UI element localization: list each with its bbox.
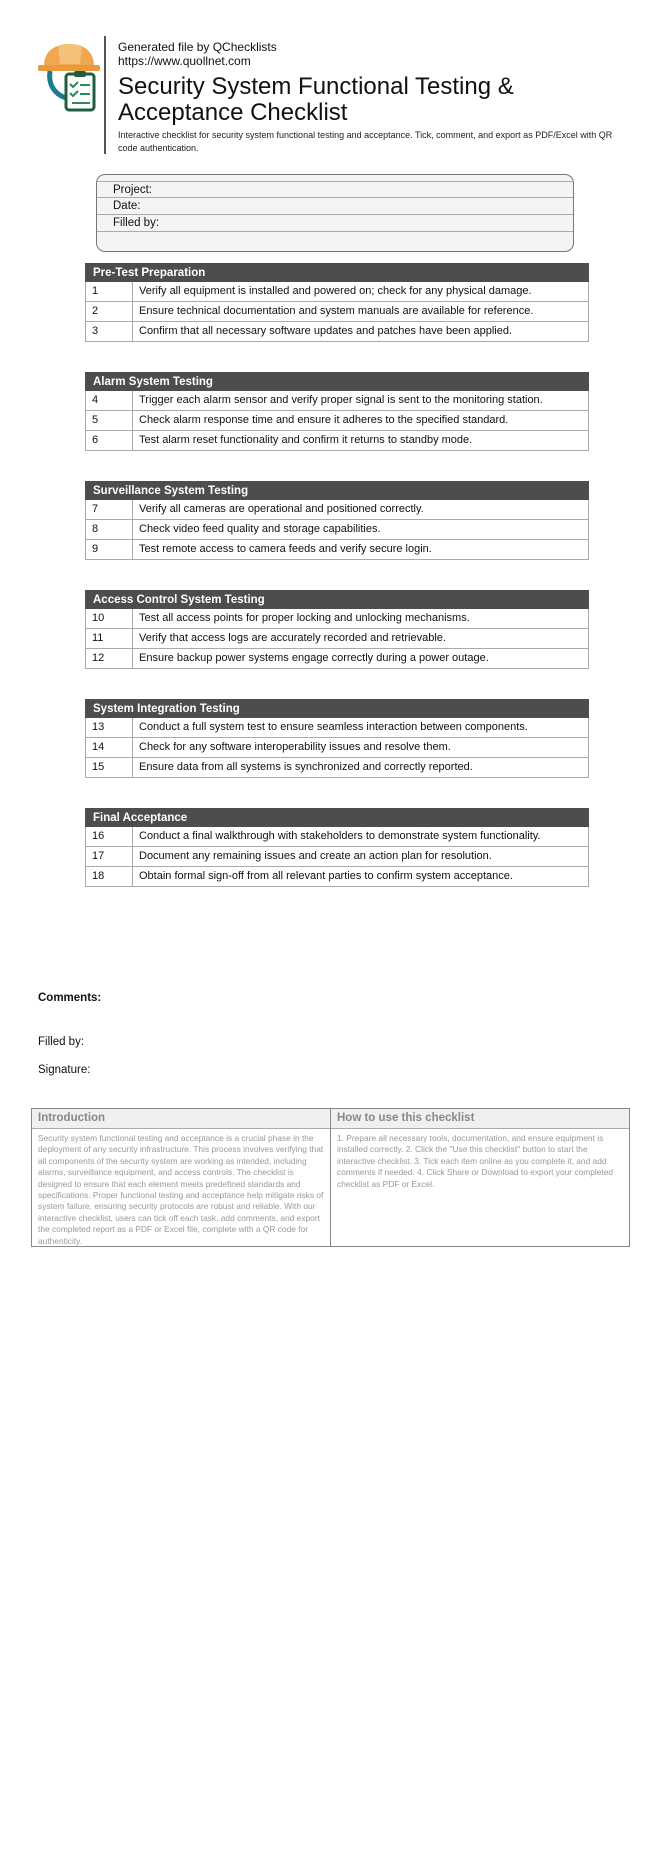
generated-by-text: Generated file by QChecklists [118, 40, 277, 54]
section-pre-test-preparation [85, 263, 589, 342]
item-text: Verify all cameras are operational and positioned correctly. [139, 503, 424, 515]
how-to-use-column [331, 1109, 629, 1246]
section-system-integration-testing [85, 699, 589, 778]
section-access-control-system-testing [85, 590, 589, 669]
item-text: Test remote access to camera feeds and verify secure login. [139, 543, 432, 555]
introduction-heading: Introduction [32, 1109, 330, 1129]
item-text: Conduct a full system test to ensure seamless interaction between components. [139, 721, 528, 733]
checklist-row[interactable] [85, 867, 589, 887]
section-surveillance-system-testing [85, 481, 589, 560]
checklist-row[interactable] [85, 500, 589, 520]
item-text: Confirm that all necessary software updates and patches have been applied. [139, 325, 513, 337]
date-field: Date: [97, 198, 573, 215]
item-number: 18 [86, 867, 133, 886]
page-title: Security System Functional Testing & Acceptance Checklist [118, 73, 514, 126]
comments-label: Comments: [38, 992, 102, 1004]
section-final-acceptance [85, 808, 589, 887]
item-text: Test all access points for proper locking and unlocking mechanisms. [139, 612, 470, 624]
section-header: Access Control System Testing [85, 590, 589, 609]
item-text: Verify that access logs are accurately recorded and retrievable. [139, 632, 446, 644]
intro-table [31, 1108, 630, 1247]
section-header: Pre-Test Preparation [85, 263, 589, 282]
checklist-row[interactable] [85, 827, 589, 847]
item-number: 15 [86, 758, 133, 777]
item-number: 17 [86, 847, 133, 866]
item-number: 13 [86, 718, 133, 737]
item-number: 4 [86, 391, 133, 410]
item-number: 16 [86, 827, 133, 846]
checklist-row[interactable] [85, 411, 589, 431]
item-text: Check for any software interoperability issues and resolve them. [139, 741, 451, 753]
item-text: Test alarm reset functionality and confirm it returns to standby mode. [139, 434, 473, 446]
item-number: 2 [86, 302, 133, 321]
item-text: Ensure technical documentation and system manuals are available for reference. [139, 305, 534, 317]
header-divider [104, 36, 106, 154]
checklist-row[interactable] [85, 738, 589, 758]
section-header: Final Acceptance [85, 808, 589, 827]
item-text: Ensure backup power systems engage correctly during a power outage. [139, 652, 489, 664]
filled-by-field: Filled by: [97, 215, 573, 232]
item-text: Conduct a final walkthrough with stakeholders to demonstrate system functionality. [139, 830, 541, 842]
signature-label: Signature: [38, 1064, 91, 1076]
item-number: 3 [86, 322, 133, 341]
website-link[interactable]: https://www.quollnet.com [118, 54, 251, 68]
checklist-row[interactable] [85, 649, 589, 669]
filled-by-label: Filled by: [38, 1036, 85, 1048]
how-to-use-heading: How to use this checklist [331, 1109, 629, 1129]
header-text [118, 40, 628, 155]
section-header: Alarm System Testing [85, 372, 589, 391]
section-alarm-system-testing [85, 372, 589, 451]
project-info-box [96, 174, 574, 252]
introduction-text: Security system functional testing and acceptance is a crucial phase in the deployment of any security infrastructure. This process involves verifying that all components of the security system are working as intended, including alarms, surveillance equipment, and access controls. The checklist is designed to ensure that each element meets predefined standards and specifications. Proper functional testing and acceptance help mitigate risks of system failure, ensuring security protocols are robust and reliable. With our interactive checklist, users can tick off each task, add comments, and export the completed report as a PDF or Excel file, complete with a QR code for authenticity. [38, 1133, 324, 1246]
checklist-row[interactable] [85, 609, 589, 629]
project-field: Project: [97, 181, 573, 198]
how-to-use-text: 1. Prepare all necessary tools, documentation, and ensure equipment is installed correctly. 2. Click the "Use this checklist" button to start the interactive checklist. 3. Tick each item online as you complete it, and add comments if needed. 4. Click Share or Download to export your completed checklist as PDF or Excel. [337, 1133, 614, 1189]
checklist-row[interactable] [85, 758, 589, 778]
item-text: Document any remaining issues and create an action plan for resolution. [139, 850, 492, 862]
item-text: Check alarm response time and ensure it adheres to the specified standard. [139, 414, 509, 426]
item-number: 1 [86, 282, 133, 301]
header [36, 36, 626, 156]
item-text: Verify all equipment is installed and powered on; check for any physical damage. [139, 285, 532, 297]
page-subtitle: Interactive checklist for security system functional testing and acceptance. Tick, comment, and export as PDF/Excel with QR code authentication. [118, 130, 613, 153]
checklist-row[interactable] [85, 540, 589, 560]
item-number: 12 [86, 649, 133, 668]
item-text: Check video feed quality and storage capabilities. [139, 523, 381, 535]
checklist-row[interactable] [85, 391, 589, 411]
item-number: 14 [86, 738, 133, 757]
item-number: 10 [86, 609, 133, 628]
item-number: 11 [86, 629, 133, 648]
checklist-row[interactable] [85, 520, 589, 540]
checklist-row[interactable] [85, 431, 589, 451]
checklist-row[interactable] [85, 302, 589, 322]
checklist-row[interactable] [85, 847, 589, 867]
section-header: System Integration Testing [85, 699, 589, 718]
checklist-row[interactable] [85, 282, 589, 302]
section-header: Surveillance System Testing [85, 481, 589, 500]
item-text: Obtain formal sign-off from all relevant parties to confirm system acceptance. [139, 870, 513, 882]
checklist-row[interactable] [85, 322, 589, 342]
item-number: 5 [86, 411, 133, 430]
item-number: 8 [86, 520, 133, 539]
introduction-column [32, 1109, 331, 1246]
item-text: Trigger each alarm sensor and verify proper signal is sent to the monitoring station. [139, 394, 543, 406]
qchecklists-logo-icon [36, 40, 104, 116]
item-number: 9 [86, 540, 133, 559]
checklist-row[interactable] [85, 718, 589, 738]
item-text: Ensure data from all systems is synchronized and correctly reported. [139, 761, 473, 773]
item-number: 7 [86, 500, 133, 519]
checklist-row[interactable] [85, 629, 589, 649]
item-number: 6 [86, 431, 133, 450]
